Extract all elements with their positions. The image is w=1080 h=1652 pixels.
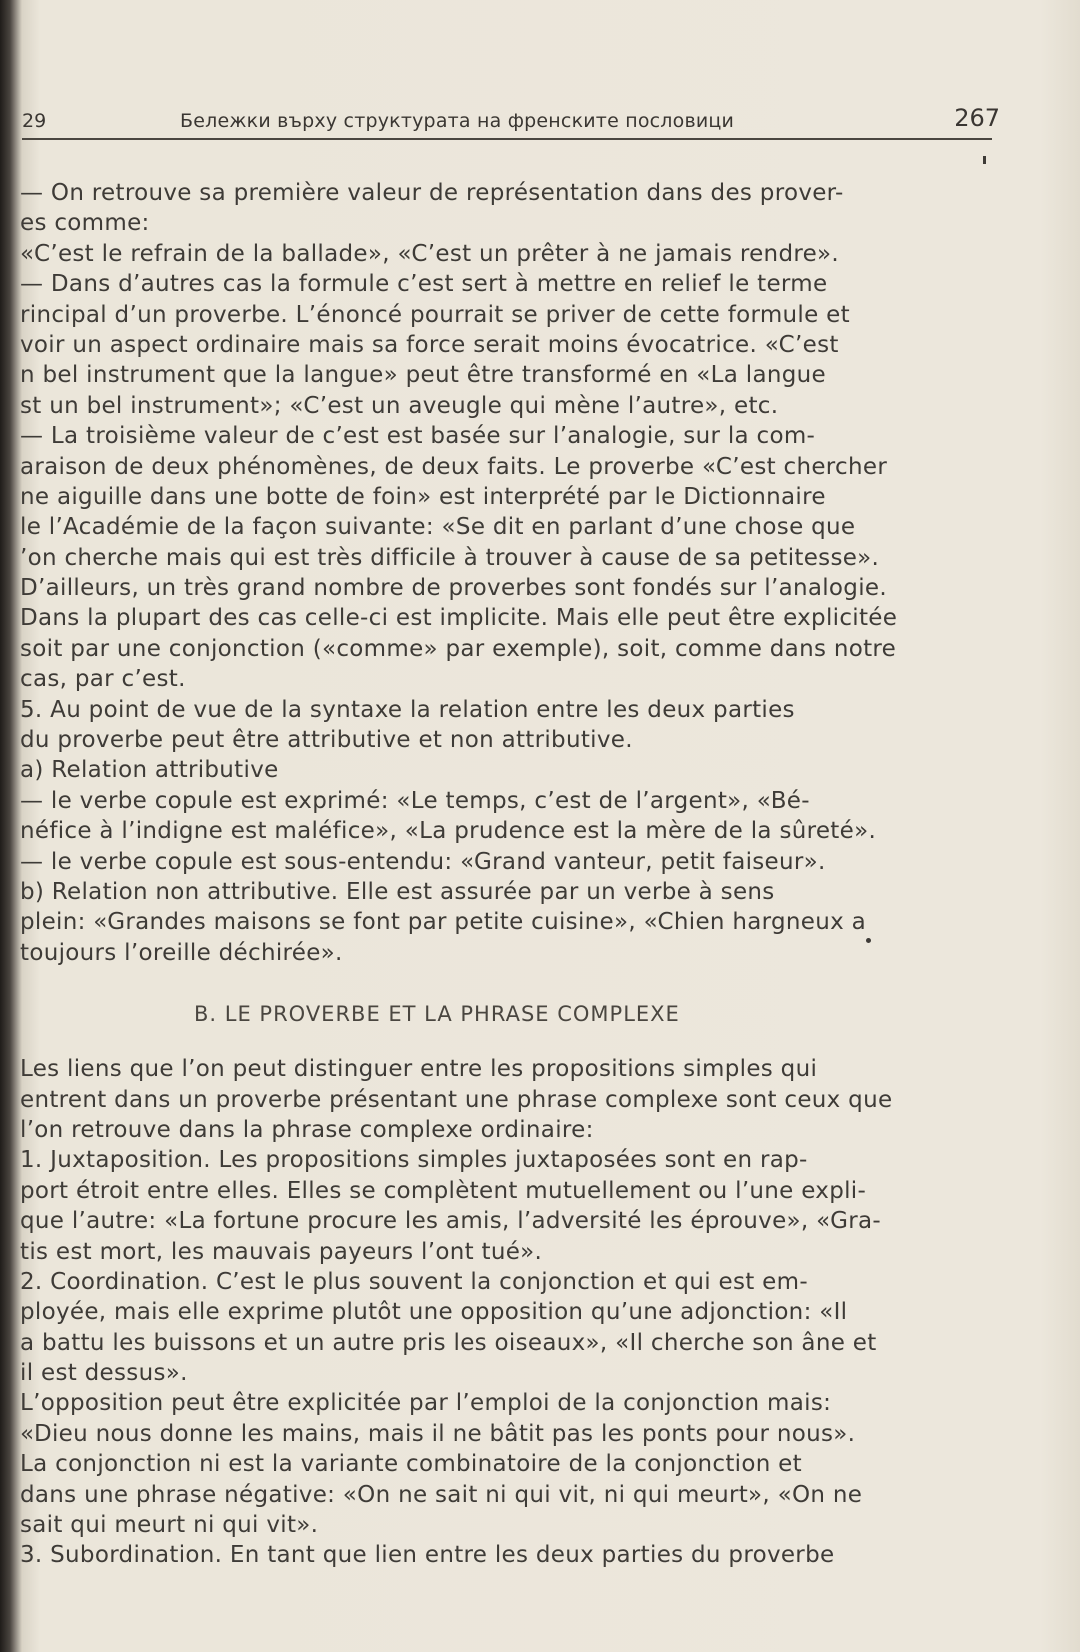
text-line: n bel instrument que la langue» peut être transformé en «La langue [20,362,826,389]
text-line: 3. Subordination. En tant que lien entre les deux parties du proverbe [20,1542,835,1569]
text-line: voir un aspect ordinaire mais sa force serait moins évocatrice. «C’est [20,331,839,358]
text-line: toujours l’oreille déchirée». [20,939,343,966]
text-line: que l’autre: «La fortune procure les amis, l’adversité les éprouve», «Gra- [20,1208,881,1235]
text-line: st un bel instrument»; «C’est un aveugle qui mène l’autre», etc. [20,392,779,419]
text-line: 2. Coordination. C’est le plus souvent la conjonction et qui est em- [20,1268,808,1295]
page-header [22,104,1022,144]
text-line: soit par une conjonction («comme» par exemple), soit, comme dans notre [20,635,897,662]
text-line: du proverbe peut être attributive et non attributive. [20,727,633,754]
running-head: Бележки върху структурата на френските пословици [180,110,735,132]
text-line: ne aiguille dans une botte de foin» est interprété par le Dictionnaire [20,483,826,510]
margin-mark [983,156,986,164]
text-line: D’ailleurs, un très grand nombre de proverbes sont fondés sur l’analogie. [20,575,887,602]
text-line: araison de deux phénomènes, de deux faits. Le proverbe «C’est chercher [20,453,888,480]
text-line: La conjonction ni est la variante combinatoire de la conjonction et [20,1451,802,1478]
text-line: tis est mort, les mauvais payeurs l’ont tué». [20,1238,543,1265]
text-line: entrent dans un proverbe présentant une phrase complexe sont ceux que [20,1086,893,1113]
text-line: Les liens que l’on peut distinguer entre les propositions simples qui [20,1056,818,1083]
text-line: «Dieu nous donne les mains, mais il ne bâtit pas les ponts pour nous». [20,1420,856,1447]
text-line: l’on retrouve dans la phrase complexe ordinaire: [20,1116,594,1143]
text-line: il est dessus». [20,1360,188,1387]
text-line: a) Relation attributive [20,757,279,784]
text-line: ployée, mais elle exprime plutôt une opposition qu’une adjonction: «Il [20,1299,848,1326]
text-line: sait qui meurt ni qui vit». [20,1512,319,1539]
text-line: «C’est le refrain de la ballade», «C’est un prêter à ne jamais rendre». [20,240,840,267]
header-rule [22,138,992,140]
text-line: b) Relation non attributive. Elle est assurée par un verbe à sens [20,878,775,905]
text-line: cas, par c’est. [20,666,186,693]
section-heading: B. LE PROVERBE ET LA PHRASE COMPLEXE [194,1002,680,1027]
text-line: L’opposition peut être explicitée par l’emploi de la conjonction mais: [20,1390,832,1417]
paragraph-block-2 [20,1054,980,1571]
text-line: port étroit entre elles. Elles se complètent mutuellement ou l’une expli- [20,1177,867,1204]
text-line: ’on cherche mais qui est très difficile à trouver à cause de sa petitesse». [20,544,880,571]
text-line: — le verbe copule est sous-entendu: «Grand vanteur, petit faiseur». [20,848,826,875]
paragraph-block-1 [20,178,980,968]
text-line: — On retrouve sa première valeur de représentation dans des prover- [20,180,844,206]
text-line: es comme: [20,210,150,237]
text-line: a battu les buissons et un autre pris les oiseaux», «Il cherche son âne et [20,1329,877,1356]
text-line: 1. Juxtaposition. Les propositions simples juxtaposées sont en rap- [20,1147,808,1174]
text-line: Dans la plupart des cas celle-ci est implicite. Mais elle peut être explicitée [20,605,898,632]
text-line: — Dans d’autres cas la formule c’est sert à mettre en relief le terme [20,271,828,298]
ink-dot [866,938,871,943]
page-number: 267 [954,104,1000,132]
text-line: — La troisième valeur de c’est est basée sur l’analogie, sur la com- [20,423,816,450]
text-line: dans une phrase négative: «On ne sait ni qui vit, ni qui meurt», «On ne [20,1481,863,1508]
text-line: rincipal d’un proverbe. L’énoncé pourrait se priver de cette formule et [20,301,850,328]
text-line: plein: «Grandes maisons se font par petite cuisine», «Chien hargneux a [20,909,867,936]
page-number-left: 29 [22,110,47,132]
text-line: le l’Académie de la façon suivante: «Se dit en parlant d’une chose que [20,514,856,541]
text-line: néfice à l’indigne est maléfice», «La prudence est la mère de la sûreté». [20,818,877,845]
text-line: — le verbe copule est exprimé: «Le temps, c’est de l’argent», «Bé- [20,787,810,814]
text-line: 5. Au point de vue de la syntaxe la relation entre les deux parties [20,696,795,723]
body-text [20,178,980,1571]
